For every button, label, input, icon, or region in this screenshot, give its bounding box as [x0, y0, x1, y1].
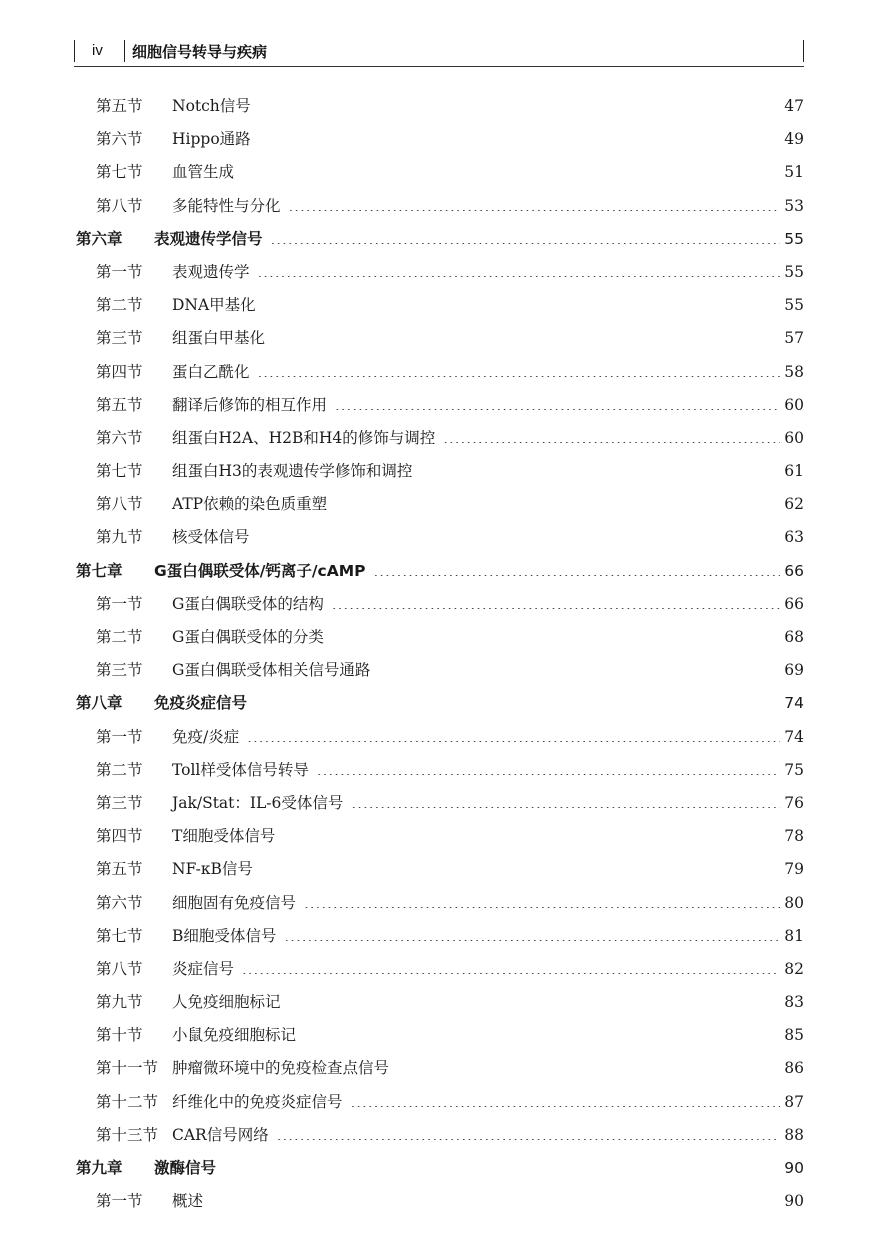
- toc-entry-number: 第一节: [96, 594, 143, 613]
- toc-entry-page: 55: [784, 296, 804, 315]
- dot-leader: [443, 427, 780, 443]
- toc-entry-number: 第二节: [96, 296, 143, 315]
- dot-leader: [277, 1124, 781, 1140]
- header-right-rule: [803, 40, 804, 62]
- header-left-rule: [74, 40, 75, 62]
- dot-leader: [258, 361, 781, 377]
- toc-entry-title: 概述: [172, 1192, 204, 1211]
- toc-section-entry[interactable]: [76, 156, 804, 189]
- toc-entry-title: 核受体信号: [172, 528, 250, 547]
- toc-section-entry[interactable]: [76, 1185, 804, 1218]
- toc-chapter-entry[interactable]: [76, 223, 804, 256]
- toc-entry-title: 血管生成: [172, 163, 235, 182]
- dot-leader: [374, 560, 781, 576]
- dot-leader: [397, 1058, 780, 1074]
- dot-leader: [289, 992, 781, 1008]
- toc-entry-number: 第九节: [96, 528, 143, 547]
- toc-entry-title: 翻译后修饰的相互作用: [172, 395, 328, 414]
- toc-entry-page: 82: [784, 959, 804, 978]
- toc-entry-page: 87: [784, 1092, 804, 1111]
- toc-entry-page: 69: [784, 661, 804, 680]
- toc-entry-title: T细胞受体信号: [172, 827, 276, 846]
- toc-section-entry[interactable]: [76, 322, 804, 355]
- toc-section-entry[interactable]: [76, 90, 804, 123]
- toc-chapter-entry[interactable]: [76, 687, 804, 720]
- dot-leader: [264, 295, 781, 311]
- toc-entry-number: 第七节: [96, 926, 143, 945]
- toc-entry-page: 63: [784, 528, 804, 547]
- dot-leader: [335, 494, 780, 510]
- toc-entry-page: 62: [784, 495, 804, 514]
- toc-section-entry[interactable]: [76, 190, 804, 223]
- table-of-contents: [76, 90, 804, 1218]
- toc-entry-number: 第四节: [96, 362, 143, 381]
- dot-leader: [259, 96, 780, 112]
- toc-entry-number: 第三节: [96, 329, 143, 348]
- toc-entry-number: 第二节: [96, 760, 143, 779]
- toc-entry-title: CAR信号网络: [172, 1125, 269, 1144]
- running-header: [74, 36, 804, 67]
- toc-entry-title: Hippo通路: [172, 130, 251, 149]
- toc-entry-number: 第八节: [96, 959, 143, 978]
- toc-section-entry[interactable]: [76, 256, 804, 289]
- toc-entry-number: 第六节: [96, 130, 143, 149]
- toc-entry-number: 第八章: [76, 694, 123, 713]
- dot-leader: [332, 627, 780, 643]
- toc-entry-title: 激酶信号: [154, 1159, 217, 1177]
- toc-entry-number: 第七章: [76, 561, 123, 580]
- toc-entry-title: 多能特性与分化: [172, 196, 281, 215]
- toc-section-entry[interactable]: [76, 488, 804, 521]
- toc-entry-number: 第十二节: [96, 1092, 159, 1111]
- toc-entry-number: 第四节: [96, 827, 143, 846]
- dot-leader: [351, 792, 780, 808]
- toc-entry-page: 66: [784, 561, 804, 580]
- dot-leader: [317, 759, 780, 775]
- toc-entry-number: 第三节: [96, 793, 143, 812]
- toc-section-entry[interactable]: [76, 123, 804, 156]
- toc-section-entry[interactable]: [76, 953, 804, 986]
- toc-entry-page: 88: [784, 1125, 804, 1144]
- toc-entry-number: 第一节: [96, 727, 143, 746]
- toc-entry-page: 68: [784, 628, 804, 646]
- toc-entry-title: Notch信号: [172, 97, 251, 115]
- toc-entry-number: 第十三节: [96, 1125, 159, 1144]
- toc-entry-number: 第一节: [96, 262, 143, 281]
- toc-entry-page: 51: [784, 163, 804, 182]
- toc-section-entry[interactable]: [76, 986, 804, 1019]
- toc-entry-number: 第十一节: [96, 1059, 159, 1078]
- toc-entry-page: 57: [784, 329, 804, 348]
- toc-entry-title: 纤维化中的免疫炎症信号: [172, 1092, 343, 1111]
- toc-entry-title: G蛋白偶联受体相关信号通路: [172, 661, 371, 680]
- dot-leader: [271, 228, 781, 244]
- toc-section-entry[interactable]: [76, 1119, 804, 1152]
- dot-leader: [378, 660, 780, 676]
- toc-section-entry[interactable]: [76, 820, 804, 853]
- dot-leader: [255, 693, 780, 709]
- dot-leader: [224, 1158, 780, 1174]
- dot-leader: [332, 593, 780, 609]
- dot-leader: [247, 726, 780, 742]
- toc-entry-page: 83: [784, 993, 804, 1012]
- toc-entry-page: 58: [784, 362, 804, 381]
- toc-entry-number: 第一节: [96, 1192, 143, 1211]
- toc-entry-number: 第七节: [96, 163, 143, 182]
- toc-entry-number: 第八节: [96, 196, 143, 215]
- toc-section-entry[interactable]: [76, 521, 804, 554]
- toc-entry-number: 第五节: [96, 395, 143, 414]
- toc-entry-number: 第六节: [96, 428, 143, 447]
- dot-leader: [304, 1025, 780, 1041]
- toc-entry-page: 90: [784, 1159, 804, 1177]
- toc-entry-page: 79: [784, 860, 804, 879]
- toc-section-entry[interactable]: [76, 389, 804, 422]
- toc-section-entry[interactable]: [76, 455, 804, 488]
- toc-entry-number: 第九章: [76, 1159, 123, 1177]
- toc-entry-page: 76: [784, 793, 804, 812]
- toc-entry-title: NF-κB信号: [172, 860, 253, 879]
- toc-entry-number: 第十节: [96, 1026, 143, 1045]
- toc-entry-page: 49: [784, 130, 804, 149]
- dot-leader: [242, 958, 780, 974]
- toc-entry-number: 第二节: [96, 628, 143, 646]
- dot-leader: [211, 1191, 780, 1207]
- toc-entry-title: 表观遗传学: [172, 262, 250, 281]
- toc-entry-title: 免疫炎症信号: [154, 694, 248, 713]
- toc-section-entry[interactable]: [76, 721, 804, 754]
- dot-leader: [335, 394, 780, 410]
- toc-entry-title: ATP依赖的染色质重塑: [172, 495, 328, 514]
- toc-entry-page: 55: [784, 229, 804, 248]
- toc-entry-title: 组蛋白H3的表观遗传学修饰和调控: [172, 462, 413, 481]
- toc-entry-number: 第五节: [96, 97, 143, 115]
- dot-leader: [258, 261, 781, 277]
- toc-entry-page: 61: [784, 462, 804, 481]
- toc-section-entry[interactable]: [76, 853, 804, 886]
- toc-entry-number: 第三节: [96, 661, 143, 680]
- toc-entry-title: G蛋白偶联受体的结构: [172, 594, 324, 613]
- toc-entry-title: Toll样受体信号转导: [172, 760, 309, 779]
- toc-entry-title: G蛋白偶联受体的分类: [172, 628, 324, 646]
- toc-entry-page: 80: [784, 893, 804, 912]
- toc-entry-title: 表观遗传学信号: [154, 229, 263, 248]
- toc-entry-title: 蛋白乙酰化: [172, 362, 250, 381]
- toc-entry-number: 第五节: [96, 860, 143, 879]
- dot-leader: [283, 826, 780, 842]
- dot-leader: [304, 892, 780, 908]
- dot-leader: [261, 859, 780, 875]
- toc-entry-page: 66: [784, 594, 804, 613]
- toc-section-entry[interactable]: [76, 422, 804, 455]
- toc-entry-page: 90: [784, 1192, 804, 1211]
- toc-section-entry[interactable]: [76, 356, 804, 389]
- page-number: iv: [92, 42, 103, 59]
- toc-entry-title: 炎症信号: [172, 959, 235, 978]
- toc-entry-title: G蛋白偶联受体/钙离子/cAMP: [154, 561, 366, 580]
- toc-section-entry[interactable]: [76, 787, 804, 820]
- toc-section-entry[interactable]: [76, 1052, 804, 1085]
- toc-section-entry[interactable]: [76, 1086, 804, 1119]
- toc-section-entry[interactable]: [76, 754, 804, 787]
- toc-entry-title: 组蛋白H2A、H2B和H4的修饰与调控: [172, 428, 436, 447]
- header-divider: [124, 40, 125, 62]
- dot-leader: [259, 129, 781, 145]
- toc-chapter-entry[interactable]: [76, 1152, 804, 1185]
- toc-entry-page: 75: [784, 760, 804, 779]
- toc-entry-title: Jak/Stat：IL-6受体信号: [172, 793, 344, 812]
- toc-section-entry[interactable]: [76, 920, 804, 953]
- toc-entry-title: B细胞受体信号: [172, 926, 277, 945]
- dot-leader: [284, 925, 780, 941]
- toc-entry-page: 86: [784, 1059, 804, 1078]
- toc-entry-title: 细胞固有免疫信号: [172, 893, 297, 912]
- toc-section-entry[interactable]: [76, 1019, 804, 1052]
- toc-entry-page: 55: [784, 262, 804, 281]
- dot-leader: [258, 527, 781, 543]
- toc-entry-title: DNA甲基化: [172, 296, 256, 315]
- toc-section-entry[interactable]: [76, 654, 804, 687]
- dot-leader: [289, 195, 781, 211]
- toc-entry-title: 肿瘤微环境中的免疫检查点信号: [172, 1059, 390, 1078]
- toc-entry-page: 78: [784, 827, 804, 846]
- toc-entry-number: 第九节: [96, 993, 143, 1012]
- toc-entry-page: 74: [784, 694, 804, 713]
- toc-entry-number: 第六章: [76, 229, 123, 248]
- toc-section-entry[interactable]: [76, 887, 804, 920]
- book-title: 细胞信号转导与疾病: [132, 43, 268, 61]
- toc-section-entry[interactable]: [76, 588, 804, 621]
- toc-entry-title: 人免疫细胞标记: [172, 993, 281, 1012]
- toc-section-entry[interactable]: [76, 289, 804, 322]
- toc-entry-title: 组蛋白甲基化: [172, 329, 266, 348]
- dot-leader: [273, 328, 780, 344]
- dot-leader: [420, 461, 780, 477]
- toc-entry-page: 85: [784, 1026, 804, 1045]
- toc-entry-number: 第六节: [96, 893, 143, 912]
- dot-leader: [351, 1091, 781, 1107]
- toc-entry-page: 60: [784, 428, 804, 447]
- toc-entry-title: 免疫/炎症: [172, 727, 240, 746]
- toc-entry-number: 第七节: [96, 462, 143, 481]
- toc-section-entry[interactable]: [76, 621, 804, 654]
- toc-entry-number: 第八节: [96, 495, 143, 514]
- toc-entry-page: 53: [784, 196, 804, 215]
- toc-entry-page: 47: [784, 97, 804, 115]
- toc-entry-page: 81: [784, 926, 804, 945]
- toc-entry-page: 74: [784, 727, 804, 746]
- toc-entry-title: 小鼠免疫细胞标记: [172, 1026, 297, 1045]
- dot-leader: [242, 162, 780, 178]
- toc-chapter-entry[interactable]: [76, 555, 804, 588]
- toc-entry-page: 60: [784, 395, 804, 414]
